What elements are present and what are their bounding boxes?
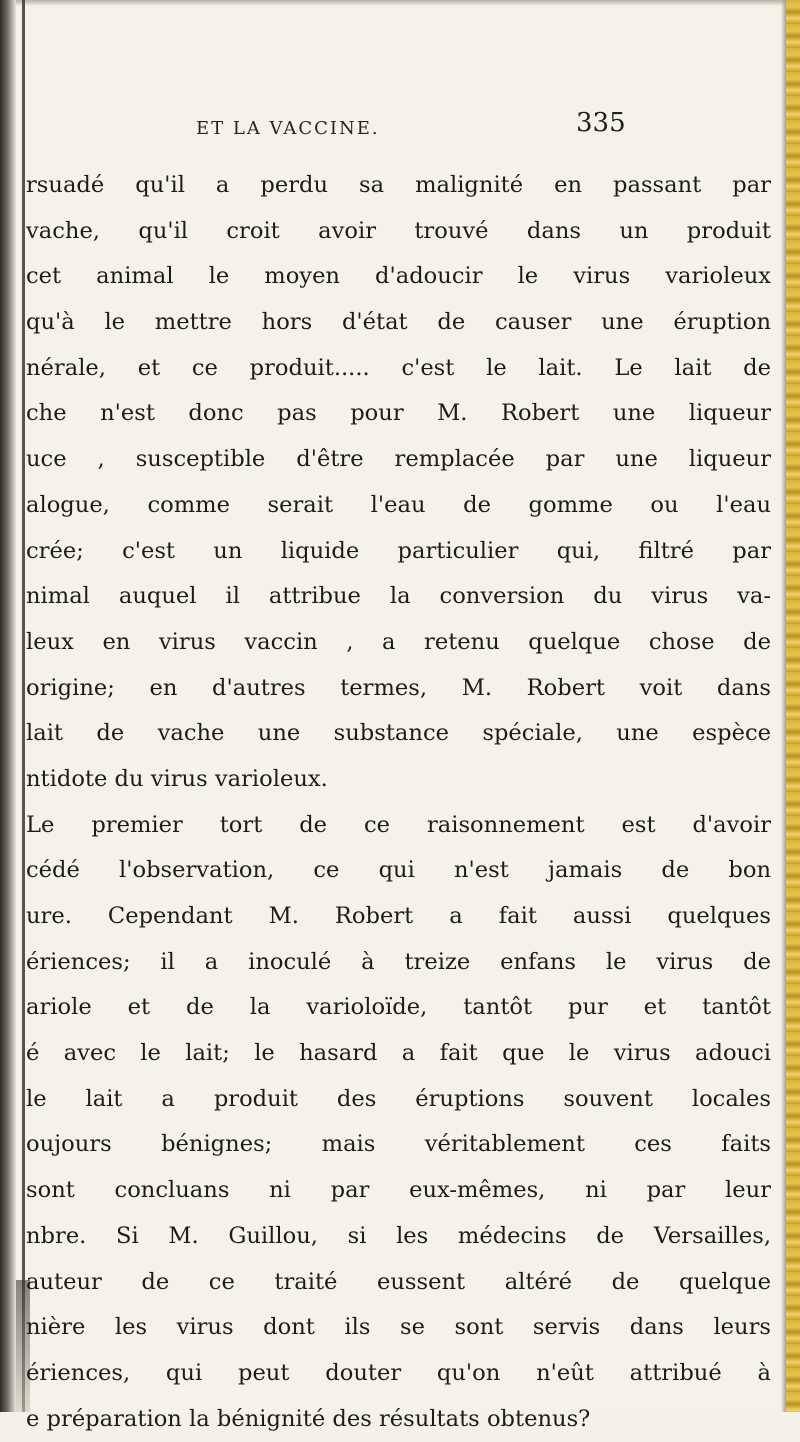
text-line: le lait a produit des éruptions souvent locales [26, 1085, 771, 1112]
text-line: nérale, et ce produit..... c'est le lait. Le lait de [26, 354, 771, 381]
text-line: ériences; il a inoculé à treize enfans le virus de [26, 948, 771, 975]
text-line-paragraph-end: ntidote du virus varioleux. [26, 765, 328, 792]
text-line: nbre. Si M. Guillou, si les médecins de Versailles, [26, 1222, 771, 1249]
text-line: rsuadé qu'il a perdu sa malignité en passant par [26, 172, 771, 198]
text-line: leux en virus vaccin , a retenu quelque chose de [26, 628, 771, 655]
text-line: origine; en d'autres termes, M. Robert voit dans [26, 674, 771, 701]
text-line: nimal auquel il attribue la conversion du virus va- [26, 583, 771, 610]
text-line: cet animal le moyen d'adoucir le virus varioleux [26, 263, 771, 290]
text-line: nière les virus dont ils se sont servis dans leurs [26, 1314, 771, 1341]
text-line: cédé l'observation, ce qui n'est jamais de bon [26, 857, 771, 884]
binding-gutter [0, 0, 16, 1412]
text-line: lait de vache une substance spéciale, une espèce [26, 720, 771, 747]
text-line: ariole et de la varioloïde, tantôt pur et tantôt [26, 994, 771, 1021]
text-line: sont concluans ni par eux-mêmes, ni par leur [26, 1177, 771, 1204]
binding-edge-line [22, 0, 25, 1412]
text-line: ure. Cependant M. Robert a fait aussi quelques [26, 903, 771, 929]
running-title: ET LA VACCINE. [196, 118, 380, 139]
text-line-paragraph-end: e préparation la bénignité des résultats obtenus? [26, 1405, 591, 1432]
body-text [26, 163, 771, 1442]
text-line: oujours bénignes; mais véritablement ces faits [26, 1131, 771, 1158]
text-line: uce , susceptible d'être remplacée par une liqueur [26, 446, 771, 473]
text-line: vache, qu'il croit avoir trouvé dans un produit [26, 217, 771, 244]
book-cover-edge [786, 0, 800, 1412]
text-line: Le premier tort de ce raisonnement est d'avoir [26, 811, 771, 838]
text-line: qu'à le mettre hors d'état de causer une éruption [26, 309, 771, 336]
text-line: che n'est donc pas pour M. Robert une liqueur [26, 400, 771, 427]
text-line: é avec le lait; le hasard a fait que le virus adouci [26, 1040, 771, 1067]
text-line: crée; c'est un liquide particulier qui, filtré par [26, 537, 771, 564]
text-line: ériences, qui peut douter qu'on n'eût attribué à [26, 1359, 771, 1386]
text-line: auteur de ce traité eussent altéré de quelque [26, 1268, 771, 1295]
page-number: 335 [576, 108, 626, 138]
text-line: alogue, comme serait l'eau de gomme ou l'eau [26, 491, 771, 518]
page-top-shadow [0, 0, 800, 6]
